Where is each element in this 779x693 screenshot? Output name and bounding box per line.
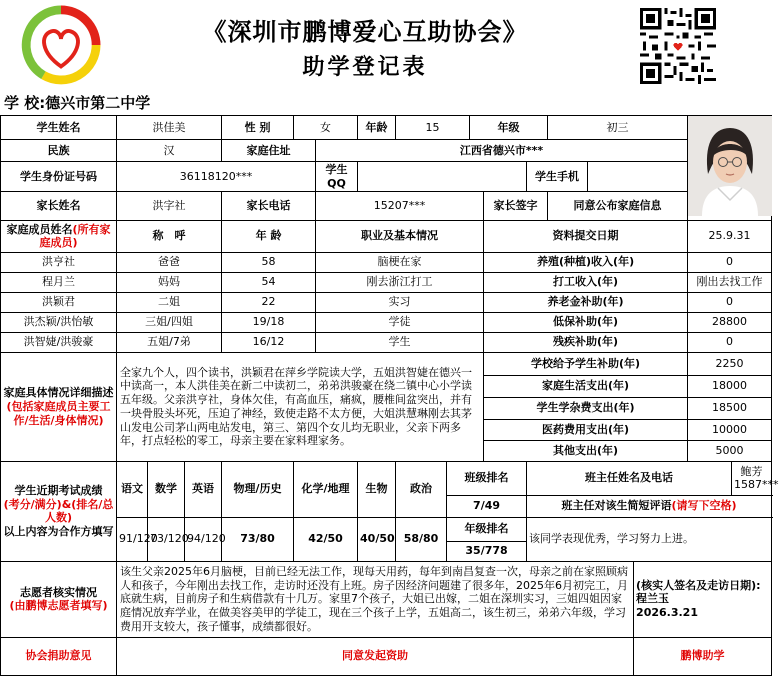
- ethnic-label: 民族: [1, 140, 117, 162]
- heart-logo-icon: [22, 6, 100, 84]
- gender-label: 性 别: [222, 116, 294, 140]
- expense-label: 学生学杂费支出(年): [484, 397, 688, 419]
- job-header: 职业及基本情况: [316, 220, 484, 252]
- income-label: 打工收入(年): [484, 272, 688, 292]
- family-members-note: (所有家庭成员): [39, 222, 111, 250]
- member-age: 19/18: [222, 312, 316, 332]
- parent-name: 洪字社: [117, 192, 222, 220]
- donation-opinion-label: 协会捐助意见: [1, 637, 117, 675]
- gender: 女: [294, 116, 358, 140]
- student-name: 洪佳美: [117, 116, 222, 140]
- subject-header: 语文: [117, 461, 148, 517]
- submit-date-label: 资料提交日期: [484, 220, 688, 252]
- header: [0, 0, 731, 90]
- expense-value: 10000: [688, 419, 772, 440]
- table-row: [1, 292, 772, 312]
- parent-phone: 15207***: [316, 192, 484, 220]
- teacher-comment: 该同学表现优秀，学习努力上进。: [527, 517, 772, 561]
- comment-label: 班主任对该生简短评语(请写下空格): [527, 495, 772, 517]
- member-age: 54: [222, 272, 316, 292]
- school-name: 学 校:德兴市第二中学: [4, 94, 151, 112]
- teacher-value: 鲍芳1587***: [732, 461, 772, 495]
- expense-value: 2250: [688, 352, 772, 375]
- situation-note: (包括家庭成员主要工作/生活/身体情况): [6, 399, 111, 427]
- exam-partner-note: 以上内容为合作方填写: [3, 525, 114, 538]
- income-label: 残疾补助(年): [484, 332, 688, 352]
- income-value: 28800: [688, 312, 772, 332]
- expense-value: 18500: [688, 397, 772, 419]
- family-members-label: 家庭成员姓名(所有家庭成员): [1, 220, 117, 252]
- subject-score: 42/50: [294, 517, 358, 561]
- donation-opinion: 同意发起资助: [117, 637, 634, 675]
- income-value: 0: [688, 252, 772, 272]
- member-relation: 二姐: [117, 292, 222, 312]
- member-relation: 爸爸: [117, 252, 222, 272]
- age: 15: [396, 116, 470, 140]
- member-relation: 三姐/四姐: [117, 312, 222, 332]
- income-value: 0: [688, 292, 772, 312]
- income-value: 刚出去找工作: [688, 272, 772, 292]
- parent-phone-label: 家长电话: [222, 192, 316, 220]
- grade-rank-label: 年级排名: [447, 517, 527, 541]
- student-photo-icon: [688, 116, 772, 216]
- table-row: [1, 252, 772, 272]
- qq-value: [358, 162, 527, 192]
- member-age: 58: [222, 252, 316, 272]
- class-rank: 7/49: [447, 495, 527, 517]
- title-line2: 助学登记表: [302, 54, 428, 80]
- subject-score: 91/120: [117, 517, 148, 561]
- relation-header: 称 呼: [117, 220, 222, 252]
- comment-note: (请写下空格): [671, 499, 737, 513]
- member-name: 洪杰颖/洪怡敏: [1, 312, 117, 332]
- exam-note: (考分/满分)&(排名/总人数): [3, 497, 114, 525]
- volunteer-sign-date: 2026.3.21: [636, 606, 698, 620]
- grade-label: 年级: [470, 116, 548, 140]
- subject-header: 英语: [185, 461, 222, 517]
- id-label: 学生身份证号码: [1, 162, 117, 192]
- qq-label: 学生QQ: [316, 162, 358, 192]
- subject-header: 数学: [148, 461, 185, 517]
- subject-header: 化学/地理: [294, 461, 358, 517]
- subject-score: 73/80: [222, 517, 294, 561]
- address-label: 家庭住址: [222, 140, 316, 162]
- subject-score: 94/120: [185, 517, 222, 561]
- member-relation: 妈妈: [117, 272, 222, 292]
- submit-date: 25.9.31: [688, 220, 772, 252]
- table-row: [1, 272, 772, 292]
- ethnic: 汉: [117, 140, 222, 162]
- subject-score: 40/50: [358, 517, 396, 561]
- student-photo: [688, 116, 772, 221]
- member-job: 学生: [316, 332, 484, 352]
- subject-header: 生物: [358, 461, 396, 517]
- qr-code-icon: [640, 8, 716, 84]
- registration-form: [0, 115, 779, 676]
- student-phone: [588, 162, 688, 192]
- class-rank-label: 班级排名: [447, 461, 527, 495]
- agree-publish-label: 同意公布家庭信息: [548, 192, 688, 220]
- exam-label: 学生近期考试成绩 (考分/满分)&(排名/总人数) 以上内容为合作方填写: [1, 461, 117, 561]
- income-value: 0: [688, 332, 772, 352]
- volunteer-note: (由鹏博志愿者填写): [9, 599, 108, 613]
- brand-label: 鹏博助学: [634, 637, 772, 675]
- member-age: 22: [222, 292, 316, 312]
- title-line1: 《深圳市鹏博爱心互助协会》: [202, 17, 528, 46]
- volunteer-sign-name: 程兰玉: [636, 592, 670, 606]
- grade: 初三: [548, 116, 688, 140]
- situation-label: 家庭具体情况详细描述(包括家庭成员主要工作/生活/身体情况): [1, 352, 117, 461]
- member-job: 实习: [316, 292, 484, 312]
- income-label: 养老金补助(年): [484, 292, 688, 312]
- expense-label: 医药费用支出(年): [484, 419, 688, 440]
- situation-text: 全家九个人，四个读书，洪颖君在萍乡学院读大学，五姐洪智婕在德兴一中读高一，本人洪佳美在新二中读初二，弟弟洪骏豪在绕二镇中心小学读五年级。父亲洪亨社，身体欠佳，有高血压，痛疯，腰椎间盆突出，并有一块骨股头坏死，压迫了神经，致使走路不太方便，大姐洪慧琳刚去其茅山发电公司茅山两电站发电，第三、第四个女儿均无职业，父亲下两多年，打点轻松的零工，母亲主要在家料理家务。: [117, 352, 484, 461]
- teacher-label: 班主任姓名及电话: [527, 461, 732, 495]
- member-job: 学徒: [316, 312, 484, 332]
- table-row: [1, 332, 772, 352]
- id-number: 36118120***: [117, 162, 316, 192]
- expense-label: 学校给予学生补助(年): [484, 352, 688, 375]
- subject-header: 政治: [396, 461, 447, 517]
- subject-score: 73/120: [148, 517, 185, 561]
- expense-label: 家庭生活支出(年): [484, 375, 688, 397]
- table-row: [1, 312, 772, 332]
- age-header: 年 龄: [222, 220, 316, 252]
- parent-sign-label: 家长签字: [484, 192, 548, 220]
- student-name-label: 学生姓名: [1, 116, 117, 140]
- member-relation: 五姐/7弟: [117, 332, 222, 352]
- member-job: 脑梗在家: [316, 252, 484, 272]
- member-name: 洪颖君: [1, 292, 117, 312]
- address: 江西省德兴市***: [316, 140, 688, 162]
- parent-name-label: 家长姓名: [1, 192, 117, 220]
- expense-value: 18000: [688, 375, 772, 397]
- volunteer-sign: (核实人签名及走访日期): 程兰玉 2026.3.21: [634, 561, 772, 637]
- member-name: 洪亨社: [1, 252, 117, 272]
- volunteer-text: 该生父亲2025年6月脑梗，目前已经无法工作，现每天用药，每年到南昌复查一次，母亲之前在家照顾病人和孩子，今年刚出去找工作，走访时还没有上班。房子因经济问题建了很多年，2025年6月初完工，月底就生病，目前房子和生病借款有十几万。家里7个孩子，大姐已出嫁，二姐在深圳实习，三姐四姐因家庭情况放弃学业，在做美容美甲的学徒工，现在三个孩子上学，五姐高二，该生初三，弟弟六年级，学习费用开支较大，孩子懂事，成绩都很好。: [117, 561, 634, 637]
- income-label: 低保补助(年): [484, 312, 688, 332]
- subject-score: 58/80: [396, 517, 447, 561]
- student-phone-label: 学生手机: [527, 162, 588, 192]
- grade-rank: 35/778: [447, 541, 527, 561]
- volunteer-label: 志愿者核实情况 (由鹏博志愿者填写): [1, 561, 117, 637]
- member-name: 程月兰: [1, 272, 117, 292]
- expense-label: 其他支出(年): [484, 440, 688, 461]
- member-job: 刚去浙江打工: [316, 272, 484, 292]
- subject-header: 物理/历史: [222, 461, 294, 517]
- income-label: 养殖(种植)收入(年): [484, 252, 688, 272]
- age-label: 年龄: [358, 116, 396, 140]
- member-age: 16/12: [222, 332, 316, 352]
- member-name: 洪智婕/洪骏豪: [1, 332, 117, 352]
- expense-value: 5000: [688, 440, 772, 461]
